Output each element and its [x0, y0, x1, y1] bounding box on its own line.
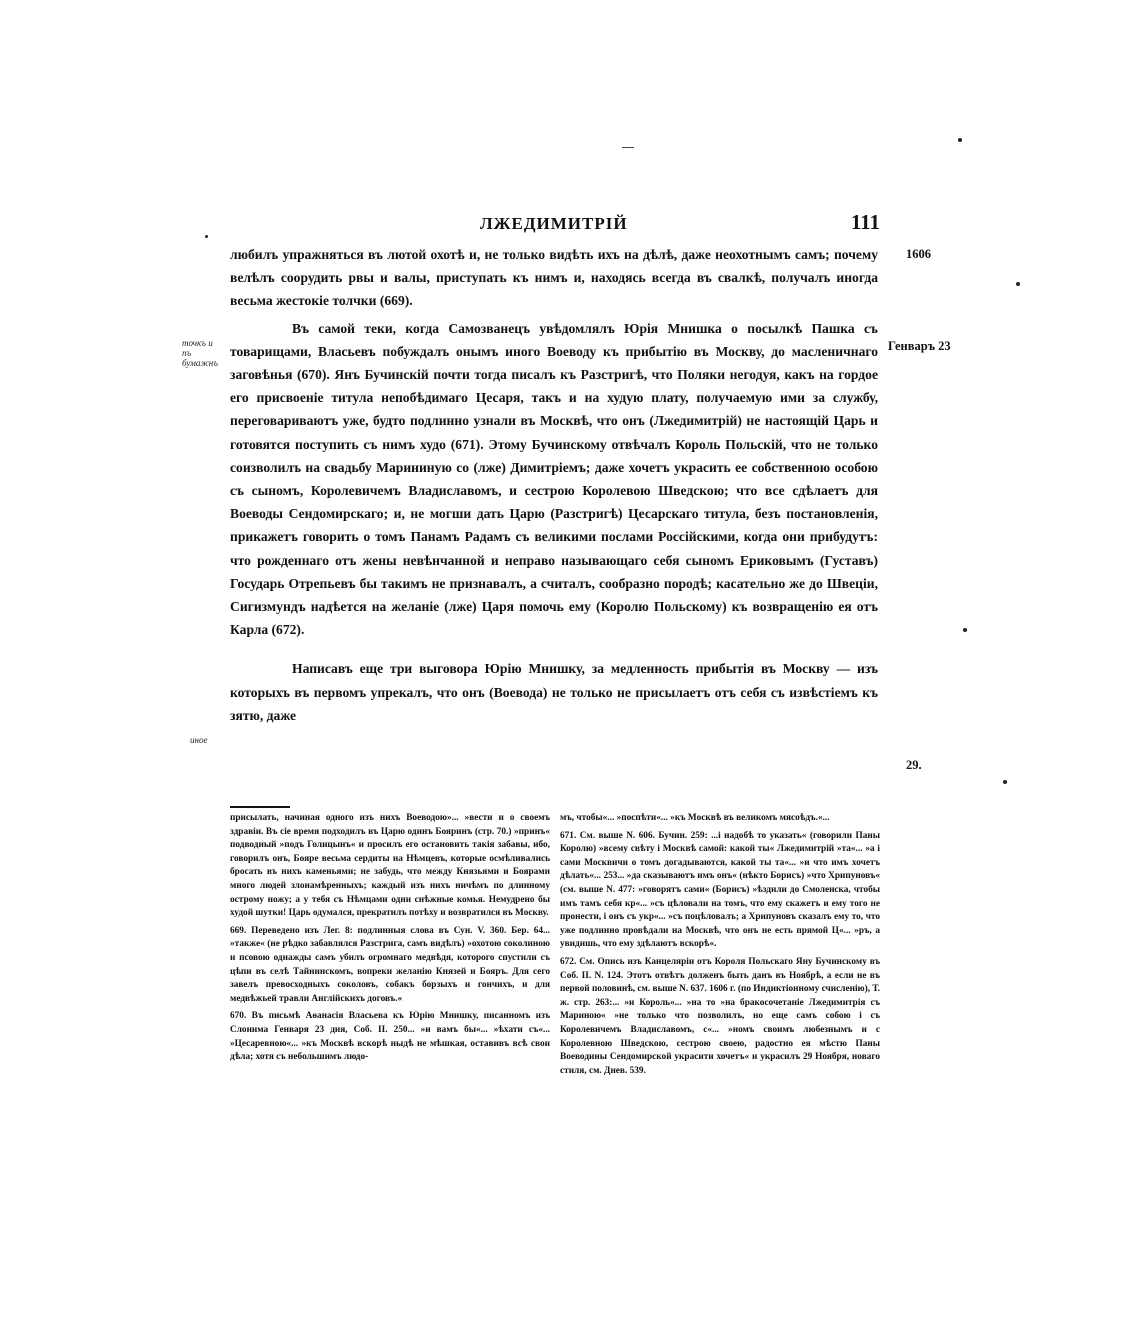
paragraph-1: любилъ упражняться въ лютой охотѣ и, не только видѣть ихъ на дѣлѣ, даже неохотнымъ самъ; почему велѣлъ соорудить рвы и валы, приступать къ нимъ и, находясь всегда въ свалкѣ, получалъ иногда весьма жестокіе толчки (669). [230, 247, 878, 309]
scan-speck [1016, 282, 1020, 286]
footnotes-column-left [230, 812, 550, 1069]
footnote-670: 670. Въ письмѣ Аѳанасія Власьева къ Юрію Мнишку, писанномъ изъ Слонима Генваря 23 дня, Соб. II. 250... »и вамъ бы«... »ѣхати съ«... »Цесаревною«... »къ Москвѣ вскорѣ ныдѣ не мѣшкая, оставивъ всѣ свои дѣла; хотя съ небольшимъ людо- [230, 1011, 550, 1063]
scan-speck [1003, 780, 1007, 784]
scan-speck [958, 138, 962, 142]
footnote-670-continued: мъ, чтобы«... »поспѣти«... »къ Москвѣ въ великомъ мясоѣдъ.«... [560, 813, 830, 823]
scan-speck [205, 235, 208, 238]
footnote-rule [230, 806, 290, 808]
margin-date-29: 29. [906, 758, 922, 772]
footnote-671: 671. См. выше N. 606. Бучин. 259: ...і надобѣ то указать« (говорили Паны Королю) »всему свѣту і Москвѣ самой: какой ты« Лжедимитрій »та«... »а і сами Москвичи о томъ догадываются, какой ты та«... »и что имъ хочетъ дѣлать«... 253... »да сказываютъ имъ онъ« (нѣкто Борисъ) »что Хрипуновъ« (см. выше N. 477: »говорятъ сами« (Борисъ) »ѣздили до Смоленска, чтобы имъ тамъ себя кр«... »съ цѣловали на томъ, что ему скажетъ и ему того не пронести, і онъ съ укр«... »съ поцѣловалъ; а Хрипуновъ сказалъ ему то, что уже подлинно провѣдали на Москвѣ, что онъ не есть прямой Ц«... »ръ, а увидишь, что ему здѣлаютъ вскорѣ«. [560, 830, 880, 950]
page-number: 111 [850, 210, 880, 234]
footnote-672: 672. См. Опись изъ Канцеляріи отъ Короля Польскаго Яну Бучинскому въ Соб. II. N. 124. Этотъ отвѣтъ долженъ быть данъ въ Ноябрѣ, а если не въ первой половинѣ, см. выше N. 637. 1606 г. (по Индиктіонному счисленію), Т. ж. стр. 263:... »и Король«... »на то »на бракосочетаніе Лжедимитрія съ Мариною« »не только что позволилъ, но еще самъ собою і съ Королевичемъ Владиславомъ, с«... »номъ своимъ любезнымъ и с Королевною Шведскою, сестрою своею, радостно ея мѣстю Паны Воеводины Сендомирской украсити хочетъ« и украсилъ 29 Ноября, новаго стиля, см. Днев. 539. [560, 956, 880, 1076]
margin-year: 1606 [906, 247, 931, 261]
footnotes-column-right [560, 812, 880, 1082]
page-header [230, 208, 880, 238]
scan-mark [622, 147, 634, 148]
main-text [230, 243, 878, 727]
margin-note-left: точкъ и пъ бумажнъ [182, 338, 218, 368]
running-title: ЛЖЕДИМИТРІЙ [480, 214, 628, 233]
paragraph-3: Написавъ еще три выговора Юрію Мнишку, за медленность прибытія въ Москву — изъ которыхъ въ первомъ упрекалъ, что онъ (Воевода) не только не присылаетъ отъ себя съ извѣстіемъ къ зятю, даже [230, 661, 878, 723]
paragraph-2: Въ самой теки, когда Самозванецъ увѣдомлялъ Юрія Мнишка о посылкѣ Пашка съ товарищами, Власьевъ побуждалъ онымъ иного Воеводу къ прибытію въ Москву, до масленичнаго заговѣнья (670). Янъ Бучинскій почти тогда писалъ къ Разстригѣ, что Поляки негодуя, какъ на гордое его присвоеніе титула непобѣдимаго Цесаря, такъ и на худую плату, получаемую ими за службу, переговариваютъ уже, будто подлинно узнали въ Москвѣ, что онъ (Лжедимитрій) не настоящій Царь и готовятся поступить съ нимъ худо (671). Этому Бучинскому отвѣчалъ Король Польскій, что не только соизволилъ на свадьбу Марининую со (лже) Димитріемъ; даже хочетъ украсить ее собственною особою съ сыномъ, Королевичемъ Владиславомъ, и сестрою Королевою Шведскою; что все сдѣлаетъ для Воеводы Сендомирскаго; и, не могши дать Царю (Разстригѣ) Цесарскаго титула, безъ постановленія, прикажетъ говорить о томъ Панамъ Радамъ съ великими послами Россійскими, когда они прибудутъ: что рожденнаго отъ жены невѣнчанной и неправо называющаго себя сыномъ Ериковымъ (Густавъ) Государь Отрепьевъ бы такимъ не признавалъ, а считалъ, сообразно породѣ; касательно же до Швеціи, Сигизмундъ надѣется на желаніе (лже) Царя помочь ему (Королю Польскому) къ возвращенію ея отъ Карла (672). [230, 320, 878, 638]
scan-speck [963, 628, 967, 632]
margin-note-left-2: иное [190, 735, 208, 745]
footnote-continued: присылать, начиная одного изъ нихъ Воеводою»... »вести и о своемъ здравіи. Въ сіе время подходилъ въ Царю одинъ Бояринъ (стр. 70.) »принъ« подводный »подъ Голицынъ« и просилъ его остановить такія забавы, ибо, говорилъ онъ, Бояре весьма сердиты на Нѣмцевъ, которые осмѣливались бросать въ нихъ каменьями; не забудь, что между Князьями и Боярами много людей злонамѣренныхъ; каждый изъ нихъ ничѣмъ по длинному острому ножу; а у тебя съ Нѣмцами одни снѣжные комья. Немудрено бы худой шутки! Царь одумался, прекратилъ потѣху и возвратился въ Москву. [230, 813, 550, 919]
margin-date-jan23: Генваръ 23 [888, 339, 951, 353]
footnote-669: 669. Переведено изъ Лег. 8: подлинныя слова въ Сун. V. 360. Бер. 64... »также« (не рѣдко забавлялся Разстрига, самъ видѣлъ) »охотою соколиною и псовою однажды самъ убилъ огромнаго медвѣдя, которого спустили съ цѣпи въ селѣ Тайнинскомъ, вопреки желанію Князей и Бояръ. Для сего завелъ превосходныхъ соколовъ, собакъ борзыхъ и гончихъ, и для медвѣжьей травли Англійскихъ договъ.« [230, 925, 550, 1004]
